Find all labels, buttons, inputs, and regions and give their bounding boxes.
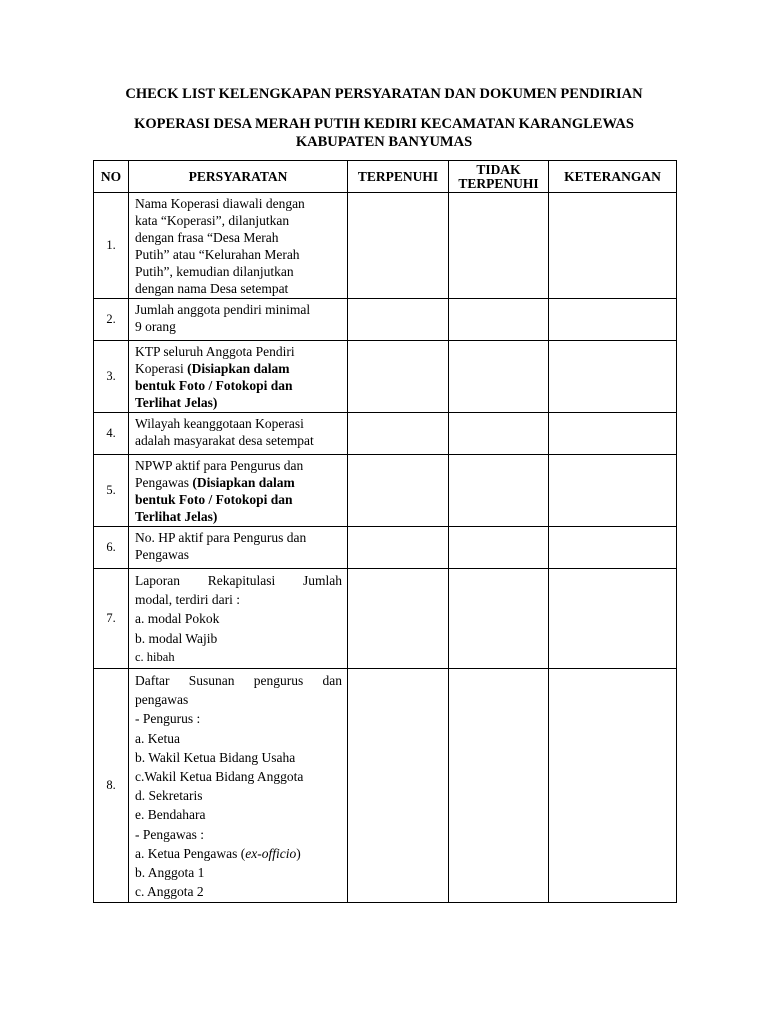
keterangan-cell[interactable] xyxy=(549,669,677,903)
requirement-line: b. Anggota 1 xyxy=(135,865,205,881)
row-number: 5. xyxy=(94,455,129,527)
header-terpenuhi: TERPENUHI xyxy=(348,161,449,193)
requirement-line: Putih” atau “Kelurahan Merah xyxy=(135,247,300,262)
requirement-line: pengawas xyxy=(135,692,189,708)
requirement-line: d. Sekretaris xyxy=(135,788,203,804)
terpenuhi-cell[interactable] xyxy=(348,669,449,903)
checklist-table xyxy=(93,160,677,903)
requirement-line: a. Ketua xyxy=(135,730,180,746)
document-title: CHECK LIST KELENGKAPAN PERSYARATAN DAN DOKUMEN PENDIRIAN xyxy=(125,86,643,102)
requirement-text xyxy=(129,193,348,299)
requirement-line: b. modal Wajib xyxy=(135,630,218,646)
requirement-text xyxy=(129,669,348,903)
tidak-terpenuhi-cell[interactable] xyxy=(449,299,549,341)
row-number: 7. xyxy=(94,569,129,669)
tidak-terpenuhi-cell[interactable] xyxy=(449,413,549,455)
table-header-row xyxy=(94,161,677,193)
subtitle-line-2: KABUPATEN BANYUMAS xyxy=(295,134,473,150)
tidak-terpenuhi-cell[interactable] xyxy=(449,669,549,903)
keterangan-cell[interactable] xyxy=(549,341,677,413)
requirement-line: a. modal Pokok xyxy=(135,611,220,627)
terpenuhi-cell[interactable] xyxy=(348,193,449,299)
header-persyaratan: PERSYARATAN xyxy=(129,161,348,193)
requirement-line: - Pengurus : xyxy=(135,711,201,727)
table-row xyxy=(94,527,677,569)
requirement-text xyxy=(129,455,348,527)
row-number: 8. xyxy=(94,669,129,903)
table-row xyxy=(94,669,677,903)
row-number: 4. xyxy=(94,413,129,455)
requirement-line: Laporan Rekapitulasi Jumlah xyxy=(135,573,342,588)
requirement-line: kata “Koperasi”, dilanjutkan xyxy=(135,213,290,228)
requirement-line: Jumlah anggota pendiri minimal xyxy=(135,302,311,317)
requirement-line: - Pengawas : xyxy=(135,826,204,842)
tidak-terpenuhi-cell[interactable] xyxy=(449,569,549,669)
requirement-text-part: a. Ketua Pengawas ( xyxy=(135,845,246,861)
keterangan-cell[interactable] xyxy=(549,455,677,527)
tidak-terpenuhi-cell[interactable] xyxy=(449,341,549,413)
table-row xyxy=(94,569,677,669)
table-row xyxy=(94,299,677,341)
header-tidak-terpenuhi xyxy=(449,161,549,193)
requirement-emphasis: bentuk Foto / Fotokopi dan xyxy=(135,378,293,393)
requirement-line xyxy=(135,844,342,863)
tidak-terpenuhi-cell[interactable] xyxy=(449,193,549,299)
requirement-line: dengan frasa “Desa Merah xyxy=(135,230,279,245)
requirement-line: Daftar Susunan pengurus dan xyxy=(135,673,342,689)
requirement-line: e. Bendahara xyxy=(135,807,206,823)
requirement-emphasis: (Disiapkan dalam xyxy=(192,475,295,490)
requirement-line: c. Anggota 2 xyxy=(135,884,204,900)
table-row xyxy=(94,455,677,527)
table-row xyxy=(94,193,677,299)
requirement-line: c. hibah xyxy=(135,649,175,664)
requirement-text xyxy=(129,341,348,413)
requirement-line: adalah masyarakat desa setempat xyxy=(135,433,314,448)
row-number: 1. xyxy=(94,193,129,299)
requirement-line: modal, terdiri dari : xyxy=(135,592,240,608)
document-subtitle xyxy=(0,115,768,151)
requirement-text-part: Pengawas xyxy=(135,475,193,490)
requirement-emphasis: bentuk Foto / Fotokopi dan xyxy=(135,492,293,507)
keterangan-cell[interactable] xyxy=(549,413,677,455)
requirement-line: c.Wakil Ketua Bidang Anggota xyxy=(135,769,304,785)
keterangan-cell[interactable] xyxy=(549,527,677,569)
header-tidak-line1: TIDAK xyxy=(476,161,521,177)
row-number: 6. xyxy=(94,527,129,569)
terpenuhi-cell[interactable] xyxy=(348,413,449,455)
requirement-emphasis: (Disiapkan dalam xyxy=(187,361,290,376)
requirement-text xyxy=(129,413,348,455)
requirement-line: Wilayah keanggotaan Koperasi xyxy=(135,416,304,431)
requirement-line: KTP seluruh Anggota Pendiri xyxy=(135,344,295,359)
header-no: NO xyxy=(94,161,129,193)
requirement-line: b. Wakil Ketua Bidang Usaha xyxy=(135,749,296,765)
requirement-text-part: Koperasi xyxy=(135,361,188,376)
row-number: 3. xyxy=(94,341,129,413)
terpenuhi-cell[interactable] xyxy=(348,569,449,669)
requirement-line xyxy=(135,360,342,377)
requirement-italic: ex-officio xyxy=(245,845,297,861)
requirement-line: Pengawas xyxy=(135,547,189,562)
tidak-terpenuhi-cell[interactable] xyxy=(449,527,549,569)
table-row xyxy=(94,413,677,455)
terpenuhi-cell[interactable] xyxy=(348,341,449,413)
requirement-emphasis: Terlihat Jelas) xyxy=(135,395,218,410)
requirement-line: No. HP aktif para Pengurus dan xyxy=(135,530,307,545)
tidak-terpenuhi-cell[interactable] xyxy=(449,455,549,527)
requirement-text xyxy=(129,527,348,569)
requirement-emphasis: Terlihat Jelas) xyxy=(135,509,218,524)
requirement-text xyxy=(129,569,348,669)
keterangan-cell[interactable] xyxy=(549,193,677,299)
requirement-line: Putih”, kemudian dilanjutkan xyxy=(135,264,294,279)
requirement-text xyxy=(129,299,348,341)
keterangan-cell[interactable] xyxy=(549,299,677,341)
terpenuhi-cell[interactable] xyxy=(348,455,449,527)
row-number: 2. xyxy=(94,299,129,341)
terpenuhi-cell[interactable] xyxy=(348,299,449,341)
table-row xyxy=(94,341,677,413)
requirement-line: NPWP aktif para Pengurus dan xyxy=(135,458,304,473)
requirement-text-part: ) xyxy=(296,845,301,861)
requirement-line xyxy=(135,474,342,491)
requirement-line: 9 orang xyxy=(135,319,176,334)
terpenuhi-cell[interactable] xyxy=(348,527,449,569)
subtitle-line-1: KOPERASI DESA MERAH PUTIH KEDIRI KECAMATAN KARANGLEWAS xyxy=(134,116,634,132)
header-tidak-line2: TERPENUHI xyxy=(458,175,539,191)
header-keterangan: KETERANGAN xyxy=(549,161,677,193)
requirement-line: Nama Koperasi diawali dengan xyxy=(135,196,305,211)
keterangan-cell[interactable] xyxy=(549,569,677,669)
requirement-line: dengan nama Desa setempat xyxy=(135,281,289,296)
